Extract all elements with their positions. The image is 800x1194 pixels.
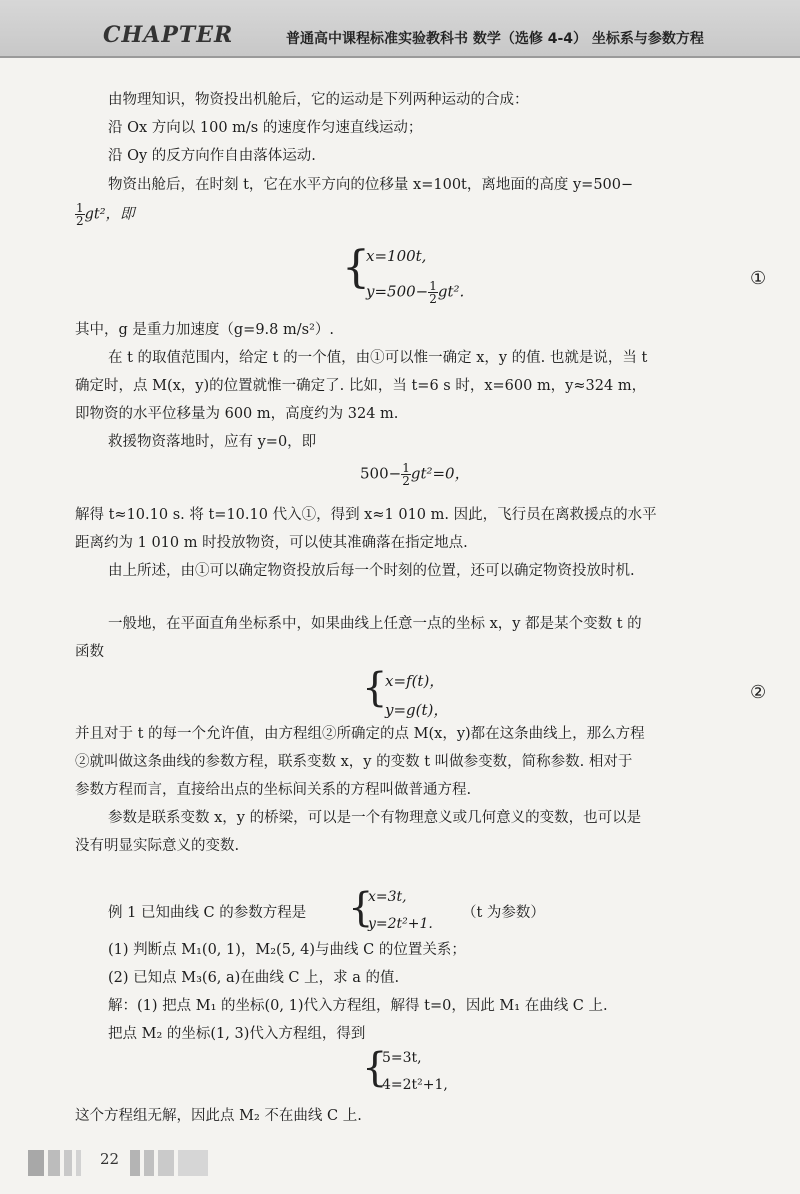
solution-line: 把点 M₂ 的坐标(1, 3)代入方程组，得到 (108, 1026, 366, 1042)
text-line: 由物理知识，物资投出机舱后，它的运动是下列两种运动的合成： (108, 92, 529, 108)
brace: { (342, 242, 370, 293)
equation-line: y=500− $\frac{1}{2}$ gt². (366, 279, 465, 306)
equation-line: y=2t²+1. (368, 916, 433, 932)
example-heading: 例 1 已知曲线 C 的参数方程是 (108, 905, 307, 921)
equation-marker: ① (750, 268, 767, 289)
text-line: 参数方程而言，直接给出点的坐标间关系的方程叫做普通方程. (75, 782, 472, 798)
fraction: $\frac{1}{2}$ (402, 461, 410, 488)
solution-line: 解：(1) 把点 M₁ 的坐标(0, 1)代入方程组，解得 t=0，因此 M₁ 在曲线 C 上. (108, 998, 608, 1014)
text-line: 沿 Ox 方向以 100 m/s 的速度作匀速直线运动； (108, 120, 423, 136)
brace: { (348, 885, 374, 931)
text-line-with-fraction: $\frac{1}{2}$ gt²，即 (76, 201, 135, 228)
text-line: 即物资的水平位移量为 600 m，高度约为 324 m. (75, 406, 399, 422)
equation-line: y=g(t)， (385, 701, 449, 719)
text-line: ②就叫做这条曲线的参数方程，联系变数 x，y 的变数 t 叫做参变数，简称参数. 相对于 (75, 754, 633, 770)
text-line: 参数是联系变数 x，y 的桥梁，可以是一个有物理意义或几何意义的变数，也可以是 (108, 810, 642, 826)
param-note: （t 为参数） (462, 905, 545, 921)
equation-line: x=3t, (368, 889, 407, 905)
chapter-label: CHAPTER (103, 22, 234, 48)
equation-line: 500− $\frac{1}{2}$ gt²=0， (360, 461, 470, 488)
text-line: 函数 (75, 644, 104, 660)
equation-line: 4=2t²+1, (382, 1077, 448, 1093)
text-line: 其中，g 是重力加速度（g=9.8 m/s²）. (75, 322, 334, 338)
equation-line: x=f(t)， (385, 672, 445, 690)
text-line: 物资出舱后，在时刻 t，它在水平方向的位移量 x=100t，离地面的高度 y=500− (108, 177, 634, 193)
text-line: 沿 Oy 的反方向作自由落体运动. (108, 148, 316, 164)
text-line: 由上所述，由①可以确定物资投放后每一个时刻的位置，还可以确定物资投放时机. (108, 563, 635, 579)
question-2: (2) 已知点 M₃(6, a)在曲线 C 上，求 a 的值. (108, 970, 400, 986)
text-line: 确定时，点 M(x，y)的位置就惟一确定了. 比如，当 t=6 s 时，x=600 m，y≈324 m， (75, 378, 647, 394)
conclusion-line: 这个方程组无解，因此点 M₂ 不在曲线 C 上. (75, 1108, 362, 1124)
book-title: 普通高中课程标准实验教科书 数学（选修 4-4） 坐标系与参数方程 (286, 31, 704, 47)
text-line: 救援物资落地时，应有 y=0，即 (108, 434, 317, 450)
text-line: 一般地，在平面直角坐标系中，如果曲线上任意一点的坐标 x，y 都是某个变数 t 的 (108, 616, 642, 632)
text-line: 解得 t≈10.10 s. 将 t=10.10 代入①，得到 x≈1 010 m. 因此，飞行员在离救援点的水平 (75, 507, 657, 523)
equation-marker: ② (750, 682, 767, 703)
text-line: 在 t 的取值范围内，给定 t 的一个值，由①可以惟一确定 x，y 的值. 也就是说，当 t (108, 350, 648, 366)
text-line: 并且对于 t 的每一个允许值，由方程组②所确定的点 M(x，y)都在这条曲线上，那么方程 (75, 726, 645, 742)
brace: { (362, 1045, 388, 1091)
fraction: $\frac{1}{2}$ (76, 201, 84, 228)
text-line: 没有明显实际意义的变数. (75, 838, 240, 854)
page-number: 22 (100, 1150, 120, 1168)
equation-line: 5=3t, (382, 1050, 422, 1066)
equation-line: x=100t, (366, 247, 427, 265)
question-1: (1) 判断点 M₁(0, 1)，M₂(5, 4)与曲线 C 的位置关系； (108, 942, 466, 958)
text-line: 距离约为 1 010 m 时投放物资，可以使其准确落在指定地点. (75, 535, 468, 551)
brace: { (362, 665, 388, 711)
fraction: $\frac{1}{2}$ (429, 279, 437, 306)
